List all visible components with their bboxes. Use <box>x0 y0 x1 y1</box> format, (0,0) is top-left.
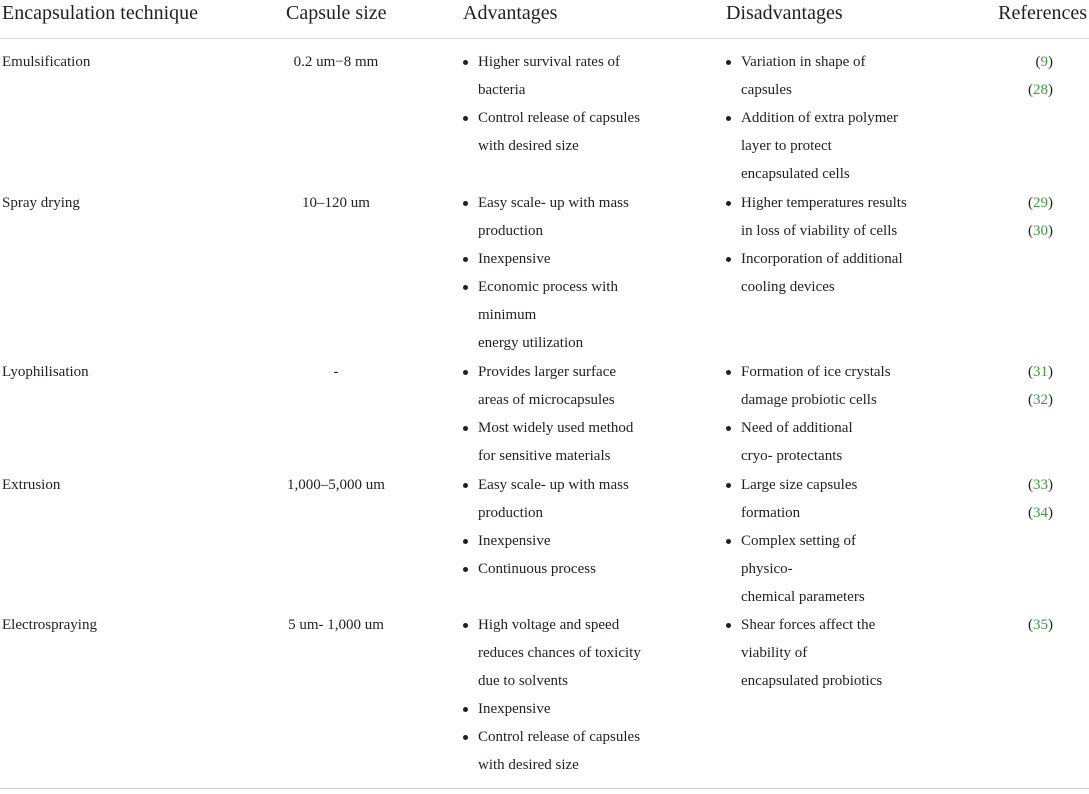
capsule-size-cell: 10–120 um <box>302 195 370 211</box>
references-cell <box>1028 611 1053 639</box>
reference-number[interactable]: 32 <box>1033 392 1048 408</box>
reference-link[interactable] <box>1028 48 1053 76</box>
paren-open: ( <box>1028 223 1033 239</box>
advantages-list <box>459 189 674 357</box>
advantages-list <box>459 471 674 583</box>
list-item <box>722 611 937 695</box>
capsule-size-cell: 1,000–5,000 um <box>287 477 385 493</box>
list-item-line: formation <box>741 505 801 521</box>
list-item-line: chemical parameters <box>741 589 865 605</box>
list-item <box>722 358 937 414</box>
reference-link[interactable] <box>1028 499 1053 527</box>
reference-number[interactable]: 35 <box>1033 617 1048 633</box>
reference-link[interactable] <box>1028 358 1053 386</box>
list-item-line: in loss of viability of cells <box>741 223 898 239</box>
list-item-line: Incorporation of additional <box>741 251 903 267</box>
disadvantages-list <box>722 358 937 470</box>
list-item <box>459 414 674 470</box>
list-item-line: reduces chances of toxicity <box>478 645 641 661</box>
disadvantages-list <box>722 611 937 695</box>
list-item-line: encapsulated probiotics <box>741 673 883 689</box>
references-cell <box>1028 48 1053 104</box>
list-item-line: cooling devices <box>741 279 835 295</box>
list-item-line: Control release of capsules <box>478 110 641 126</box>
list-item-line: bacteria <box>478 82 526 98</box>
list-item-line: layer to protect <box>741 138 832 154</box>
list-item-line: Need of additional <box>741 420 853 436</box>
list-item-line: due to solvents <box>478 673 568 689</box>
list-item <box>722 471 937 527</box>
list-item <box>459 471 674 527</box>
list-item-line: Continuous process <box>478 561 596 577</box>
list-item <box>722 48 937 104</box>
list-item <box>722 245 937 301</box>
reference-link[interactable] <box>1028 386 1053 414</box>
list-item-line: Easy scale- up with mass <box>478 477 629 493</box>
reference-link[interactable] <box>1028 217 1053 245</box>
list-item-line: Addition of extra polymer <box>741 110 899 126</box>
technique-cell: Lyophilisation <box>2 364 89 380</box>
paren-close: ) <box>1048 617 1053 633</box>
list-item-line: Higher temperatures results <box>741 195 907 211</box>
reference-link[interactable] <box>1028 611 1053 639</box>
references-cell <box>1028 189 1053 245</box>
list-item-line: Inexpensive <box>478 533 551 549</box>
advantages-list <box>459 358 674 470</box>
list-item-line: production <box>478 505 543 521</box>
table-row <box>0 189 1089 358</box>
reference-link[interactable] <box>1028 76 1053 104</box>
list-item-line: for sensitive materials <box>478 448 611 464</box>
reference-link[interactable] <box>1028 189 1053 217</box>
list-item-line: minimum <box>478 307 537 323</box>
capsule-size-cell: - <box>333 364 339 380</box>
list-item <box>459 189 674 245</box>
paren-open: ( <box>1028 392 1033 408</box>
advantages-list <box>459 48 674 160</box>
paren-close: ) <box>1048 195 1053 211</box>
list-item <box>722 189 937 245</box>
header-disadvantages: Disadvantages <box>726 2 843 24</box>
table-bottom-rule <box>0 788 1089 789</box>
paren-open: ( <box>1035 54 1041 70</box>
list-item <box>459 245 674 273</box>
list-item <box>459 611 674 695</box>
list-item <box>459 695 674 723</box>
paren-close: ) <box>1048 82 1053 98</box>
paren-close: ) <box>1048 392 1053 408</box>
reference-number[interactable]: 31 <box>1033 364 1048 380</box>
list-item-line: with desired size <box>478 138 579 154</box>
list-item-line: physico- <box>741 561 793 577</box>
list-item-line: areas of microcapsules <box>478 392 615 408</box>
reference-link[interactable] <box>1028 471 1053 499</box>
reference-number[interactable]: 28 <box>1033 82 1048 98</box>
list-item-line: Inexpensive <box>478 251 551 267</box>
technique-cell: Electrospraying <box>2 617 97 633</box>
references-cell <box>1028 358 1053 414</box>
list-item-line: Complex setting of <box>741 533 856 549</box>
list-item <box>459 555 674 583</box>
list-item-line: Inexpensive <box>478 701 551 717</box>
list-item-line: Easy scale- up with mass <box>478 195 629 211</box>
reference-number[interactable]: 29 <box>1033 195 1048 211</box>
paren-open: ( <box>1028 82 1033 98</box>
header-advantages: Advantages <box>463 2 558 24</box>
references-cell <box>1028 471 1053 527</box>
list-item-line: Large size capsules <box>741 477 858 493</box>
table-header <box>0 0 1089 39</box>
list-item <box>459 48 674 104</box>
paren-close: ) <box>1048 505 1053 521</box>
list-item-line: Most widely used method <box>478 420 634 436</box>
advantages-list <box>459 611 674 779</box>
technique-cell: Emulsification <box>2 54 91 70</box>
paren-close: ) <box>1048 54 1053 70</box>
capsule-size-cell: 5 um- 1,000 um <box>288 617 384 633</box>
list-item-line: Economic process with <box>478 279 618 295</box>
technique-cell: Extrusion <box>2 477 61 493</box>
reference-number[interactable]: 9 <box>1040 54 1048 70</box>
reference-number[interactable]: 34 <box>1033 505 1048 521</box>
list-item-line: Higher survival rates of <box>478 54 621 70</box>
paren-open: ( <box>1028 364 1033 380</box>
list-item-line: Shear forces affect the <box>741 617 876 633</box>
list-item-line: Variation in shape of <box>741 54 866 70</box>
list-item <box>459 358 674 414</box>
paren-close: ) <box>1048 477 1053 493</box>
header-references: References <box>998 2 1087 24</box>
table-row <box>0 611 1089 781</box>
paren-open: ( <box>1028 477 1033 493</box>
paren-open: ( <box>1028 617 1033 633</box>
table-row <box>0 358 1089 471</box>
list-item <box>459 527 674 555</box>
list-item <box>459 723 674 779</box>
list-item-line: with desired size <box>478 757 579 773</box>
paren-open: ( <box>1028 505 1033 521</box>
paren-open: ( <box>1028 195 1033 211</box>
reference-number[interactable]: 33 <box>1033 477 1048 493</box>
list-item-line: Provides larger surface <box>478 364 617 380</box>
disadvantages-list <box>722 189 937 301</box>
disadvantages-list <box>722 48 937 188</box>
disadvantages-list <box>722 471 937 611</box>
list-item-line: capsules <box>741 82 792 98</box>
list-item <box>459 273 674 357</box>
list-item-line: Control release of capsules <box>478 729 641 745</box>
list-item-line: production <box>478 223 543 239</box>
table-row <box>0 471 1089 611</box>
capsule-size-cell: 0.2 um−8 mm <box>293 54 379 70</box>
reference-number[interactable]: 30 <box>1033 223 1048 239</box>
list-item-line: viability of <box>741 645 808 661</box>
list-item-line: High voltage and speed <box>478 617 620 633</box>
list-item <box>722 104 937 188</box>
list-item <box>722 414 937 470</box>
list-item-line: damage probiotic cells <box>741 392 877 408</box>
list-item <box>459 104 674 160</box>
list-item-line: encapsulated cells <box>741 166 850 182</box>
list-item <box>722 527 937 611</box>
list-item-line: energy utilization <box>478 335 584 351</box>
technique-cell: Spray drying <box>2 195 80 211</box>
paren-close: ) <box>1048 364 1053 380</box>
header-capsule-size: Capsule size <box>286 2 387 24</box>
table-row <box>0 48 1089 189</box>
header-technique: Encapsulation technique <box>2 2 199 24</box>
list-item-line: Formation of ice crystals <box>741 364 891 380</box>
list-item-line: cryo- protectants <box>741 448 843 464</box>
paren-close: ) <box>1048 223 1053 239</box>
